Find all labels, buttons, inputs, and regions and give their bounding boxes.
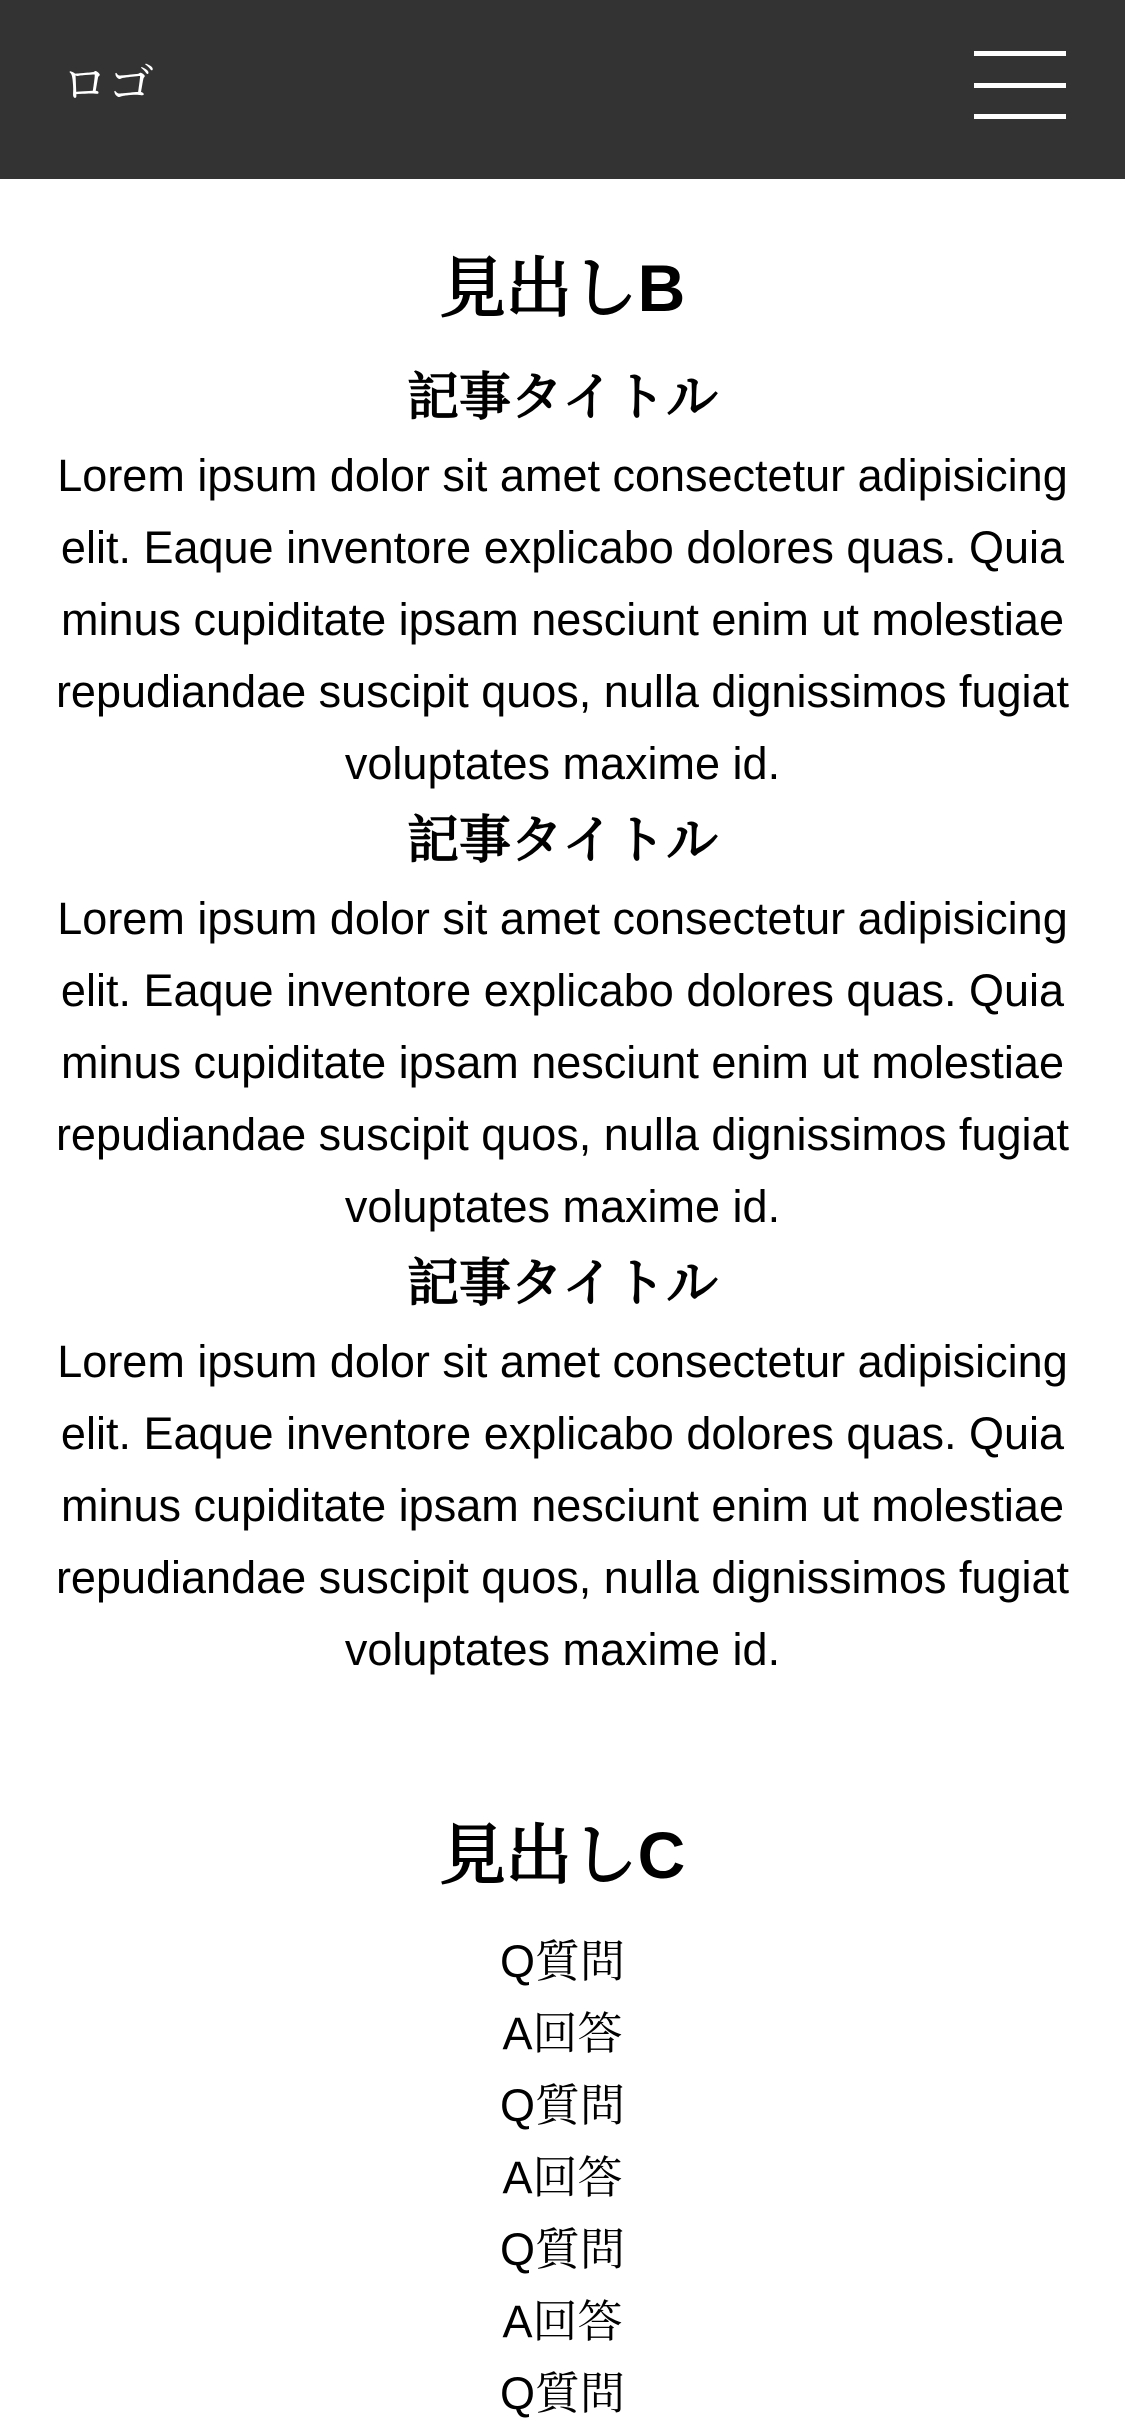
faq-question: Q質問: [499, 1936, 625, 1987]
main-content: [0, 239, 1125, 2430]
article-body: Lorem ipsum dolor sit amet consectetur adipisicing elit. Eaque inventore explicabo dolores quas. Quia minus cupiditate ipsam nesciunt enim ut molestiae repudiandae suscipit quos, nulla dignissimos fugiat voluptates maxime id.: [55, 1336, 1070, 1675]
article: [18, 357, 1107, 800]
article-body: Lorem ipsum dolor sit amet consectetur adipisicing elit. Eaque inventore explicabo dolores quas. Quia minus cupiditate ipsam nesciunt enim ut molestiae repudiandae suscipit quos, nulla dignissimos fugiat voluptates maxime id.: [55, 450, 1070, 789]
section-heading: 見出しB: [439, 251, 686, 325]
faq-list: [18, 1926, 1107, 2430]
site-header: [0, 0, 1125, 179]
hamburger-icon-line: [974, 83, 1066, 88]
section-b: [18, 239, 1107, 1686]
article-title: 記事タイトル: [407, 812, 718, 870]
logo[interactable]: ロゴ: [62, 58, 154, 110]
section-heading: 見出しC: [439, 1818, 686, 1892]
article-body: Lorem ipsum dolor sit amet consectetur adipisicing elit. Eaque inventore explicabo dolores quas. Quia minus cupiditate ipsam nesciunt enim ut molestiae repudiandae suscipit quos, nulla dignissimos fugiat voluptates maxime id.: [55, 893, 1070, 1232]
article: [18, 1243, 1107, 1686]
faq-question: Q質問: [499, 2224, 625, 2275]
section-c: [18, 1806, 1107, 2430]
faq-answer: A回答: [502, 2296, 623, 2347]
faq-answer: A回答: [502, 2152, 623, 2203]
hamburger-icon-line: [974, 51, 1066, 56]
article: [18, 800, 1107, 1243]
faq-answer: A回答: [502, 2008, 623, 2059]
article-title: 記事タイトル: [407, 369, 718, 427]
faq-question: Q質問: [499, 2368, 625, 2419]
faq-question: Q質問: [499, 2080, 625, 2131]
hamburger-icon-line: [974, 114, 1066, 119]
hamburger-menu-button[interactable]: [974, 48, 1066, 122]
article-title: 記事タイトル: [407, 1255, 718, 1313]
